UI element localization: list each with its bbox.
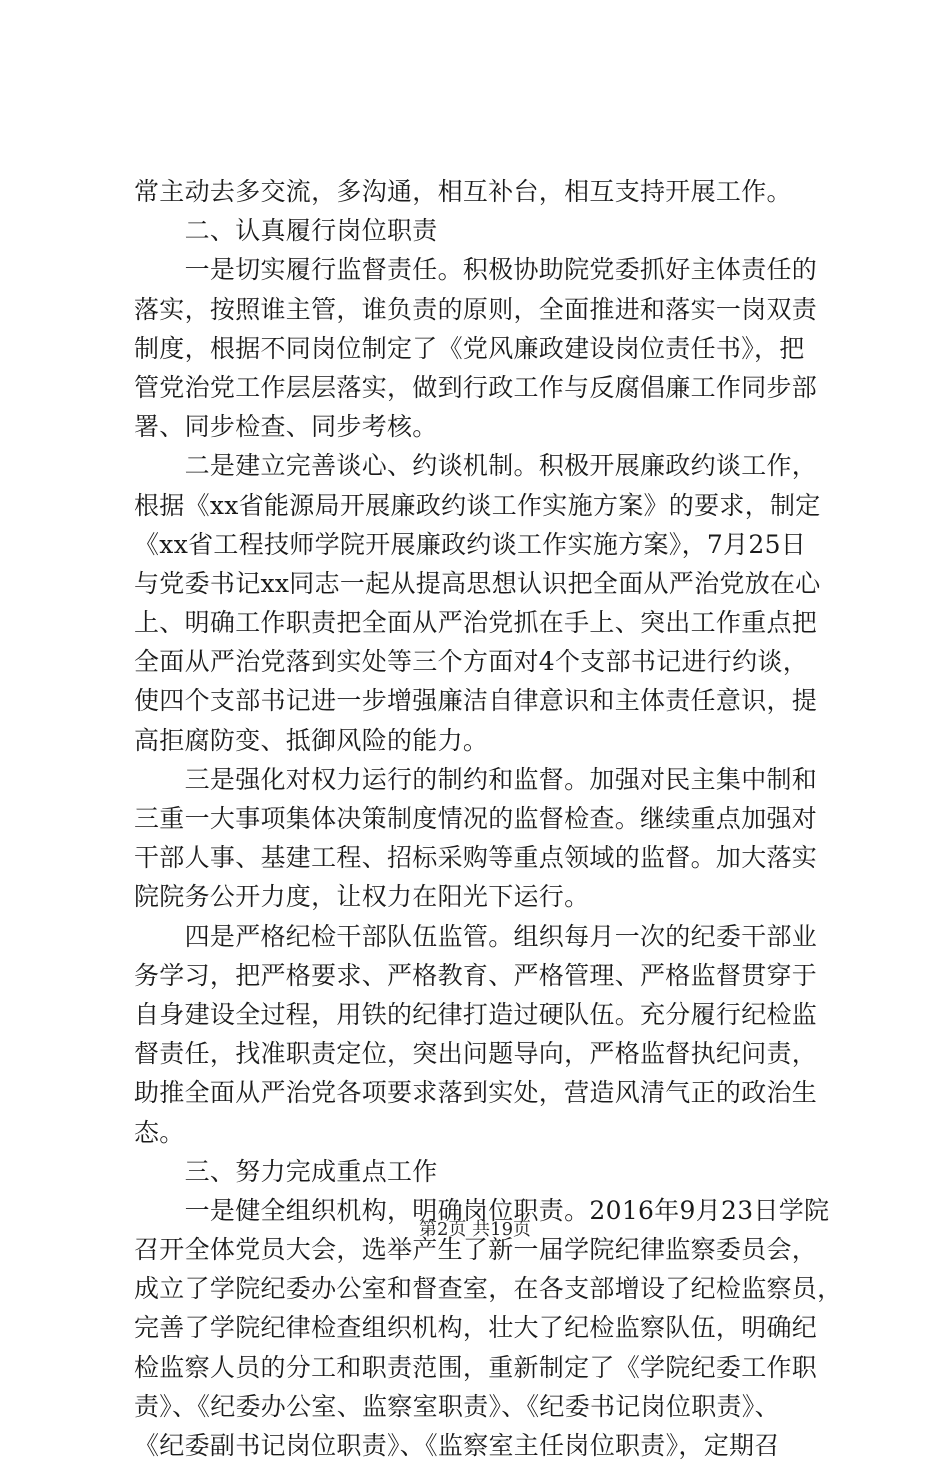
section-heading: 二、认真履行岗位职责 [134, 216, 438, 246]
text-line: 干部人事、基建工程、招标采购等重点领域的监督。加大落实 [134, 843, 818, 873]
text-line: 与党委书记xx同志一起从提高思想认识把全面从严治党放在心 [134, 568, 821, 598]
text-line: 督责任，找准职责定位，突出问题导向，严格监督执纪问责， [134, 1039, 818, 1069]
text-line: 全面从严治党落到实处等三个方面对4个支部书记进行约谈， [134, 647, 809, 677]
text-line: 《xx省工程技师学院开展廉政约谈工作实施方案》，7月25日 [134, 529, 807, 559]
text-line: 使四个支部书记进一步增强廉洁自律意识和主体责任意识，提 [134, 686, 818, 716]
text-line: 责》、《纪委办公室、监察室职责》、《纪委书记岗位职责》、 [134, 1391, 780, 1421]
text-line: 完善了学院纪律检查组织机构，壮大了纪检监察队伍，明确纪 [134, 1313, 818, 1343]
document-body [134, 172, 843, 1465]
text-line: 二是建立完善谈心、约谈机制。积极开展廉政约谈工作， [134, 451, 818, 481]
text-line: 自身建设全过程，用铁的纪律打造过硬队伍。充分履行纪检监 [134, 999, 818, 1029]
text-line: 《纪委副书记岗位职责》、《监察室主任岗位职责》，定期召 [134, 1431, 780, 1460]
text-line: 检监察人员的分工和职责范围，重新制定了《学院纪委工作职 [134, 1352, 818, 1382]
text-line: 落实，按照谁主管，谁负责的原则，全面推进和落实一岗双责 [134, 294, 818, 324]
text-line: 一是健全组织机构，明确岗位职责。2016年9月23日学院 [134, 1195, 830, 1225]
text-line: 三重一大事项集体决策制度情况的监督检查。继续重点加强对 [134, 804, 818, 833]
text-line: 助推全面从严治党各项要求落到实处，营造风清气正的政治生 [134, 1078, 818, 1108]
text-line: 成立了学院纪委办公室和督查室，在各支部增设了纪检监察员， [134, 1274, 843, 1304]
text-line: 管党治党工作层层落实，做到行政工作与反腐倡廉工作同步部 [134, 372, 818, 402]
text-line: 院院务公开力度，让权力在阳光下运行。 [134, 882, 590, 912]
text-line: 三是强化对权力运行的制约和监督。加强对民主集中制和 [134, 764, 818, 794]
section-heading: 三、努力完成重点工作 [134, 1156, 438, 1186]
text-line: 高拒腐防变、抵御风险的能力。 [134, 725, 489, 755]
text-line: 四是严格纪检干部队伍监管。组织每月一次的纪委干部业 [134, 921, 818, 951]
text-line: 制度，根据不同岗位制定了《党风廉政建设岗位责任书》，把 [134, 333, 805, 363]
text-line: 一是切实履行监督责任。积极协助院党委抓好主体责任的 [134, 255, 818, 285]
text-line: 态。 [134, 1117, 185, 1147]
text-line: 召开全体党员大会，选举产生了新一届学院纪律监察委员会， [134, 1235, 818, 1265]
page-number-footer: 第2页 共19页 [418, 1219, 532, 1240]
text-line: 上、明确工作职责把全面从严治党抓在手上、突出工作重点把 [134, 608, 818, 638]
text-line: 署、同步检查、同步考核。 [134, 412, 438, 442]
text-line: 务学习，把严格要求、严格教育、严格管理、严格监督贯穿于 [134, 960, 818, 990]
text-line: 常主动去多交流，多沟通，相互补台，相互支持开展工作。 [134, 177, 792, 206]
text-line: 根据《xx省能源局开展廉政约谈工作实施方案》的要求，制定 [134, 490, 821, 520]
